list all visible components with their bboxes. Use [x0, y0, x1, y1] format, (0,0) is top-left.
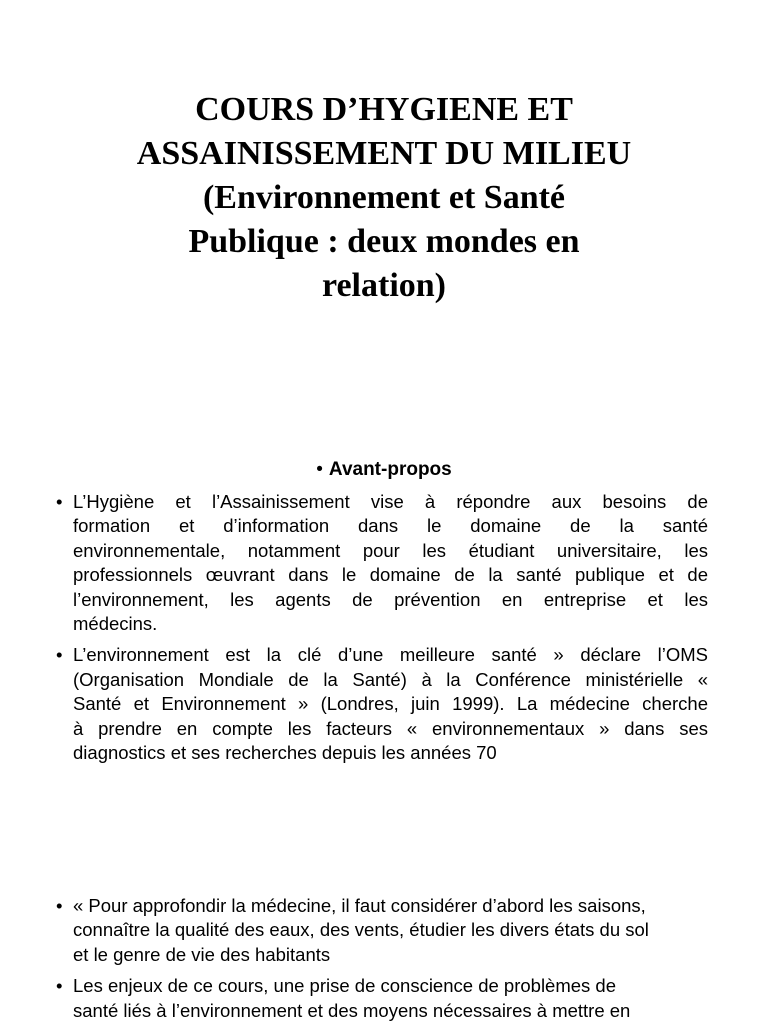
bullet-marker: • — [56, 491, 63, 512]
bullet-list-bottom — [0, 894, 768, 1030]
list-item — [0, 894, 768, 967]
title-line: relation) — [321, 267, 446, 304]
paragraph-text — [73, 974, 708, 1023]
bullet-marker: • — [56, 895, 63, 916]
text-line: Les enjeux de ce cours, une prise de conscience de problèmes de — [73, 975, 617, 997]
title-line: ASSAINISSEMENT DU MILIEU — [136, 135, 632, 172]
paragraph-text — [73, 894, 708, 967]
text-line: environnementale, notamment pour les étudiant universitaire, les — [73, 539, 708, 561]
text-line: L’environnement est la clé d’une meilleure santé » déclare l’OMS — [73, 644, 708, 666]
list-item — [0, 643, 768, 765]
text-line: (Organisation Mondiale de la Santé) à la Conférence ministérielle « — [73, 668, 708, 690]
list-item — [0, 490, 768, 636]
title-line: COURS D’HYGIENE ET — [195, 91, 573, 128]
text-line: et le genre de vie des habitants — [73, 943, 331, 965]
bullet-marker: • — [316, 459, 323, 480]
text-line: formation et d’information dans le domaine de la santé — [73, 515, 708, 537]
bullet-list-top — [0, 490, 768, 772]
section-heading — [0, 458, 768, 482]
text-line: à prendre en compte les facteurs « environnementaux » dans ses — [73, 717, 708, 739]
bullet-marker: • — [56, 644, 63, 666]
paragraph-text — [73, 490, 708, 636]
text-line: connaître la qualité des eaux, des vents, étudier les divers états du sol — [73, 919, 649, 941]
text-line: L’Hygiène et l’Assainissement vise à répondre aux besoins de — [73, 491, 708, 512]
title-line: (Environnement et Santé — [202, 179, 566, 216]
document-title — [60, 88, 708, 308]
list-item — [0, 974, 768, 1023]
text-line: professionnels œuvrant dans le domaine de la santé publique et de — [73, 564, 708, 586]
paragraph-text — [73, 643, 708, 765]
section-heading-text: Avant-propos — [328, 459, 452, 480]
text-line: l’environnement, les agents de prévention en entreprise et les — [73, 588, 708, 610]
title-line: Publique : deux mondes en — [188, 223, 580, 260]
text-line: santé liés à l’environnement et des moyens nécessaires à mettre en — [73, 999, 631, 1021]
bullet-marker: • — [56, 975, 63, 997]
text-line: Santé et Environnement » (Londres, juin 1999). La médecine cherche — [73, 693, 708, 715]
text-line: diagnostics et ses recherches depuis les années 70 — [73, 742, 497, 764]
text-line: « Pour approfondir la médecine, il faut considérer d’abord les saisons, — [73, 895, 646, 916]
text-line: médecins. — [73, 613, 158, 635]
